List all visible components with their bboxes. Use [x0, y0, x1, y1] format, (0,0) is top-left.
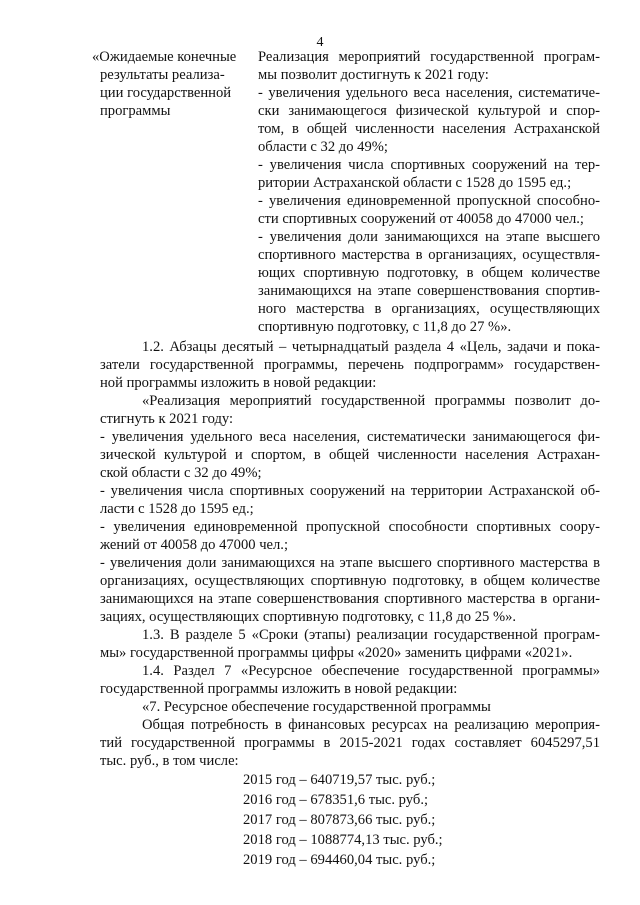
text-line: - увеличения единовременной пропускной способно- — [258, 193, 600, 209]
label-line: результаты реализа- — [100, 67, 225, 83]
year-item: 2019 год – 694460,04 тыс. руб.; — [243, 852, 436, 868]
text-line: тий государственной программы в 2015-2021 годах составляет 6045297,51 — [100, 735, 600, 751]
paragraph-1-2 — [100, 338, 600, 392]
text-line: ской области с 32 до 49%; — [100, 465, 262, 481]
text-line: ного мастерства в организациях, осуществляющих — [258, 301, 600, 317]
text-line: организациях, осуществляющих спортивную подготовку, в общем количестве — [100, 573, 600, 589]
label-line: «Ожидаемые конечные — [92, 49, 237, 65]
text-line: - увеличения числа спортивных сооружений на территории Астраханской об- — [100, 483, 600, 499]
expected-results-text — [258, 48, 600, 336]
text-line: ласти с 1528 до 1595 ед.; — [100, 501, 254, 517]
year-item: 2017 год – 807873,66 тыс. руб.; — [243, 812, 436, 828]
text-line: государственной программы изложить в новой редакции: — [100, 681, 458, 697]
text-line: - увеличения единовременной пропускной способности спортивных соору- — [100, 519, 600, 535]
text-line: Реализация мероприятий государственной програм- — [258, 49, 600, 65]
year-item: 2016 год – 678351,6 тыс. руб.; — [243, 792, 429, 808]
text-line: стигнуть к 2021 году: — [100, 411, 234, 427]
text-line: - увеличения удельного веса населения, систематически занимающегося фи- — [100, 429, 600, 445]
text-line: жений от 40058 до 47000 чел.; — [100, 537, 289, 553]
label-line: программы — [100, 103, 171, 119]
text-line: - увеличения удельного веса населения, систематиче- — [258, 85, 600, 101]
text-line: ной программы изложить в новой редакции: — [100, 375, 377, 391]
text-line: - увеличения доли занимающихся на этапе высшего — [258, 229, 600, 245]
quoted-text — [100, 392, 600, 770]
text-line: том, в общей численности населения Астраханской — [258, 121, 600, 137]
text-line: - увеличения числа спортивных сооружений на тер- — [258, 157, 600, 173]
text-line: ски занимающегося физической культурой и спор- — [258, 103, 600, 119]
text-line: 1.4. Раздел 7 «Ресурсное обеспечение государственной программы» — [142, 663, 600, 679]
text-line: 1.3. В разделе 5 «Сроки (этапы) реализации государственной програм- — [142, 627, 600, 643]
section-heading: «7. Ресурсное обеспечение государственной программы — [142, 699, 491, 715]
text-line: Общая потребность в финансовых ресурсах на реализацию мероприя- — [142, 717, 600, 733]
text-line: ющих спортивную подготовку, в общем количестве — [258, 265, 600, 281]
text-line: зической культурой и спортом, в общей численности населения Астрахан- — [100, 447, 600, 463]
text-line: ритории Астраханской области с 1528 до 1595 ед.; — [258, 175, 572, 191]
text-line: сти спортивных сооружений от 40058 до 47000 чел.; — [258, 211, 584, 227]
year-item: 2018 год – 1088774,13 тыс. руб.; — [243, 832, 443, 848]
text-line: затели государственной программы, перечень подпрограмм» государствен- — [100, 357, 600, 373]
text-line: 1.2. Абзацы десятый – четырнадцатый раздела 4 «Цель, задачи и пока- — [142, 339, 600, 355]
page-number: 4 — [316, 35, 324, 50]
year-item: 2015 год – 640719,57 тыс. руб.; — [243, 772, 436, 788]
text-line: спортивного мастерства в организациях, осуществля- — [258, 247, 600, 263]
text-line: зациях, осуществляющих спортивную подготовку, с 11,8 до 25 %». — [100, 609, 517, 625]
expected-results-label — [92, 48, 252, 120]
label-line: ции государственной — [100, 85, 232, 101]
text-line: занимающихся на этапе совершенствования спортивного мастерства в органи- — [100, 591, 600, 607]
text-line: занимающихся на этапе совершенствования спортив- — [258, 283, 600, 299]
text-line: спортивную подготовку, с 11,8 до 27 %». — [258, 319, 512, 335]
text-line: мы» государственной программы цифры «2020» заменить цифрами «2021». — [100, 645, 573, 661]
text-line: «Реализация мероприятий государственной программы позволит до- — [142, 393, 600, 409]
text-line: области с 32 до 49%; — [258, 139, 388, 155]
text-line: мы позволит достигнуть к 2021 году: — [258, 67, 489, 83]
yearly-funding-list — [243, 770, 543, 870]
text-line: - увеличения доли занимающихся на этапе высшего спортивного мастерства в — [100, 555, 600, 571]
text-line: тыс. руб., в том числе: — [100, 753, 239, 769]
